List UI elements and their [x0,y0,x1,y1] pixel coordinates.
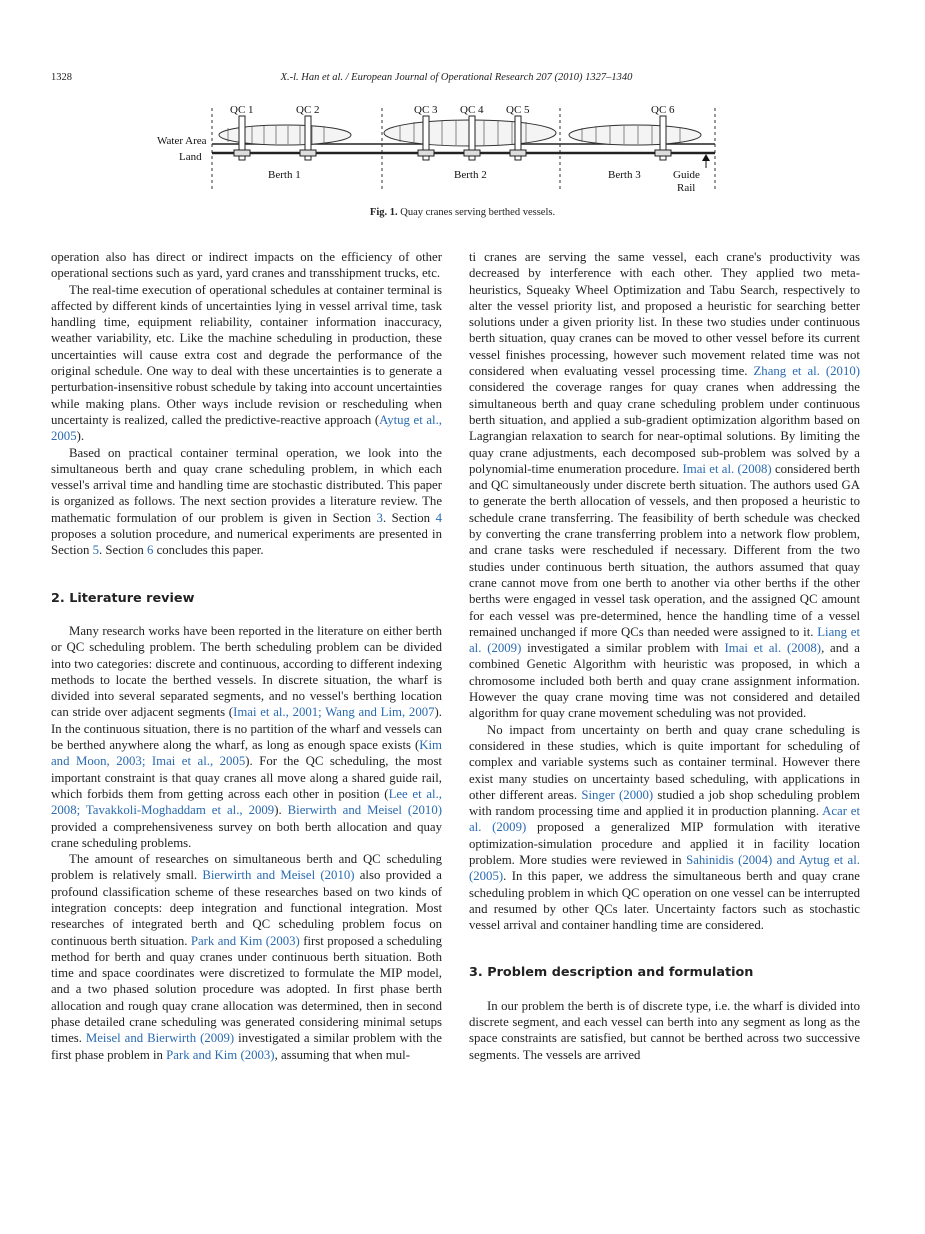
left-column [51,249,442,1063]
water-area-label: Water Area [157,135,207,147]
paragraph [469,249,860,722]
vessel [569,125,701,145]
paragraph-text: also provided a profound classification scheme of these researches based on two kinds of integration concepts: deep integration and functional integration. Most researches of integrated berth and QC scheduling problem focus on continuous berth situation. [51,868,442,948]
crane-label: QC 6 [651,104,675,116]
paragraph-text: ). [76,429,85,444]
berth-label: Berth 2 [454,169,487,181]
paragraph-text: Based on practical container terminal operation, we look into the simultaneous berth and quay crane scheduling problem, in which each vessel's arrival time and handling time are stochastic distributed. This paper is organized as follows. The next section provides a literature review. The mathematic formulation of our problem is given in Section [51,445,442,525]
paragraph-text: provided a comprehensiveness survey on both berth allocation and quay crane scheduling problems. [51,819,442,850]
citation-link[interactable]: Liang et al. (2009) [469,624,860,656]
paragraph-text: first proposed a scheduling method for berth and quay cranes under continuous berth situation. Both time and space coordinates were discretized to formulate the MIP model, and a two phased solution procedure was adopted. In first phase berth allocation and rough quay crane allocation was determined, then in second phase detailed crane scheduling was generated considering minimal setups times. [51,933,442,1046]
figure-quay-cranes [150,100,730,200]
citation-link[interactable]: Acar et al. (2009) [469,804,860,835]
paragraph-text: No impact from uncertainty on berth and quay crane scheduling is considered in these studies, which is quite important for scheduling of complex and variable systems such as container terminal. However there exist many studies on uncertainty based scheduling, with applications in other different areas. [469,722,860,802]
caption-text: Quay cranes serving berthed vessels. [400,207,556,218]
paragraph-text: . Section [382,510,436,525]
paragraph-text: The amount of researches on simultaneous berth and QC scheduling problem is relatively small. [51,852,442,883]
paragraph [51,282,442,445]
paragraph-text: considered the coverage ranges for quay cranes when addressing the simultaneous berth and quay crane scheduling problem under continuous berth situation, and applied a sub-gradient optimization algorithm based on Lagrangian relaxation to search for near-optimal solutions. By limiting the quay crane adjustments, each decomposed sub-problem was solved by a polynomial-time enumeration procedure. [469,380,860,476]
journal-citation: X.-l. Han et al. / European Journal of Operational Research 207 (2010) 1327–1340 [280,72,633,83]
paragraph-text: In our problem the berth is of discrete type, i.e. the wharf is divided into discrete segment, and each vessel can berth into any segment as long as the space constraints are satisfied, but cannot be berthed across two successive segments. The vessels are arrived [469,998,860,1062]
citation-link[interactable]: Imai et al. (2008) [724,641,822,656]
figure-caption [0,207,925,218]
page-header [51,72,862,88]
paragraph-text: ti cranes are serving the same vessel, each crane's productivity was decreased by interference with each other. They applied two meta-heuristics, Squeaky Wheel Optimization and Tabu Search, respectively to alter the vessel priority list, and proposed a heuristic for searching better solutions under a given priority list. In these two studies under continuous berth situation, quay cranes can be moved to other vessel before its current vessel finishes processing, however such movement related time was not considered when evaluating vessel processing time. [469,250,860,379]
paragraph-text: ). In the continuous situation, there is no partition of the wharf and vessels can be berthed anywhere along the wharf, as long as enough space exists ( [51,705,442,753]
citation-link[interactable]: Park and Kim (2003) [190,933,300,948]
citation-link[interactable]: Zhang et al. (2010) [753,364,861,379]
paragraph-text: investigated a similar problem with the first phase problem in [51,1031,442,1062]
paragraph [469,722,860,934]
paragraph [51,445,442,559]
page-number: 1328 [51,72,72,83]
crane-label: QC 4 [460,104,484,116]
paragraph-text: . Section [99,543,147,558]
paragraph [51,851,442,1063]
crane-label: QC 3 [414,104,438,116]
crane-label: QC 2 [296,104,320,116]
paragraph-text: considered berth and QC simultaneously under discrete berth situation. The authors used GA to generate the berth allocation of vessels, and then proposed a heuristic to schedule crane transferring. The feasibility of berth schedule was checked by converting the crane transferring problem into a network flow problem, and crane tasks were rescheduled if necessary. Different from the two studies under continuous berth situation, the authors assumed that quay crane cannot move from one berth to another via other berths if the other berths were engaged in vessel task operation, and the assigned QC amount for each vessel was pre-determined, hence the handling time of a vessel remained unchanged if more QCs than needed were assigned to it. [469,461,860,639]
caption-label: Fig. 1. [369,207,398,218]
citation-link[interactable]: Kim and Moon, 2003; Imai et al., 2005 [51,738,442,769]
paragraph-text: ). For the QC scheduling, the most important constraint is that quay cranes all move along a shared guide rail, which forbids them from getting across each other in position ( [51,754,442,801]
paragraph-text: proposed a generalized MIP formulation with iterative optimization-simulation procedure and applied it in facility location problem. More studies were reviewed in [469,820,860,867]
citation-link[interactable]: Imai et al. (2008) [682,461,772,476]
paragraph-text: operation also has direct or indirect impacts on the efficiency of other operational sections such as yard, yard cranes and transshipment trucks, etc. [51,250,442,281]
citation-link[interactable]: Meisel and Bierwirth (2009) [85,1031,235,1046]
guide-rail-label: Rail [677,182,696,194]
section-heading: 3. Problem description and formulation [469,965,754,981]
citation-link[interactable]: Imai et al., 2001; Wang and Lim, 2007 [233,705,435,720]
berth-label: Berth 1 [268,169,301,181]
paragraph-text: investigated a similar problem with [521,641,725,656]
paragraph-text: The real-time execution of operational schedules at container terminal is affected by different kinds of uncertainties lying in vessel arrival time, task handling time, equipment reliability, container information inaccuracy, weather variability, etc. Like the machine scheduling in production, these uncertainties will cause extra cost and degrade the performance of the original schedule. One way to deal with these uncertainties is to generate a perturbation-insensitive robust schedule by taking into account uncertainties while making plans. Other ways include revision or rescheduling when uncertainty is realized, called the predictive-reactive approach ( [51,282,442,427]
paragraph-text: Many research works have been reported in the literature on either berth or QC scheduling problem. The berth scheduling problem can be divided into two categories: discrete and continuous, according to different indexing methods to locate the berthed vessels. In discrete situation, the wharf is divided into several separated segments, and no vessel's berthing location can stride over adjacent segments ( [51,623,442,720]
citation-link[interactable]: Sahinidis (2004) and Aytug et al. (2005) [469,852,860,884]
paragraph-text: , assuming that when mul- [274,1047,410,1062]
berth-label: Berth 3 [608,169,641,181]
guide-rail-arrow [702,154,710,161]
crane-label: QC 5 [506,104,530,116]
paragraph-text: , and a combined Genetic Algorithm with heuristic was proposed, in which a chromosome included both berth and quay crane assignment information. However the quay crane moving time was not considered and detailed algorithm for quay crane movement scheduling was not provided. [469,641,860,721]
paragraph-text: . In this paper, we address the simultaneous berth and quay crane scheduling problem in which QC operation on one vessel can be interrupted and resumed by other QCs later. Uncertainty factors such as stochastic vessel arrival and container handling time are considered. [469,869,860,933]
citation-link[interactable]: Bierwirth and Meisel (2010) [202,868,355,883]
guide-rail-label: Guide [673,169,700,181]
citation-link[interactable]: 5 [92,543,99,558]
paragraph-text: concludes this paper. [153,543,264,558]
paragraph [51,249,442,282]
citation-link[interactable]: Bierwirth and Meisel (2010) [287,803,442,818]
citation-link[interactable]: Aytug et al., 2005 [51,412,442,444]
paragraph-text: studied a job shop scheduling problem with random processing time and applied it in production planning. [469,787,860,819]
citation-link[interactable]: Park and Kim (2003) [166,1047,275,1062]
citation-link[interactable]: 3 [376,510,383,525]
paragraph [51,623,442,851]
right-column [469,249,860,1063]
figure-diagram [150,100,730,200]
citation-link[interactable]: 6 [146,543,154,558]
paragraph-text: proposes a solution procedure, and numerical experiments are presented in Section [51,527,442,558]
citation-link[interactable]: Lee et al., 2008; Tavakkoli-Moghaddam et al., 2009 [51,786,442,818]
paragraph-text: ). [274,803,288,818]
section-heading: 2. Literature review [51,590,195,606]
citation-link[interactable]: 4 [435,510,443,525]
paragraph [469,998,860,1063]
citation-link[interactable]: Singer (2000) [581,787,654,802]
crane-label: QC 1 [230,104,254,116]
land-label: Land [179,151,202,163]
